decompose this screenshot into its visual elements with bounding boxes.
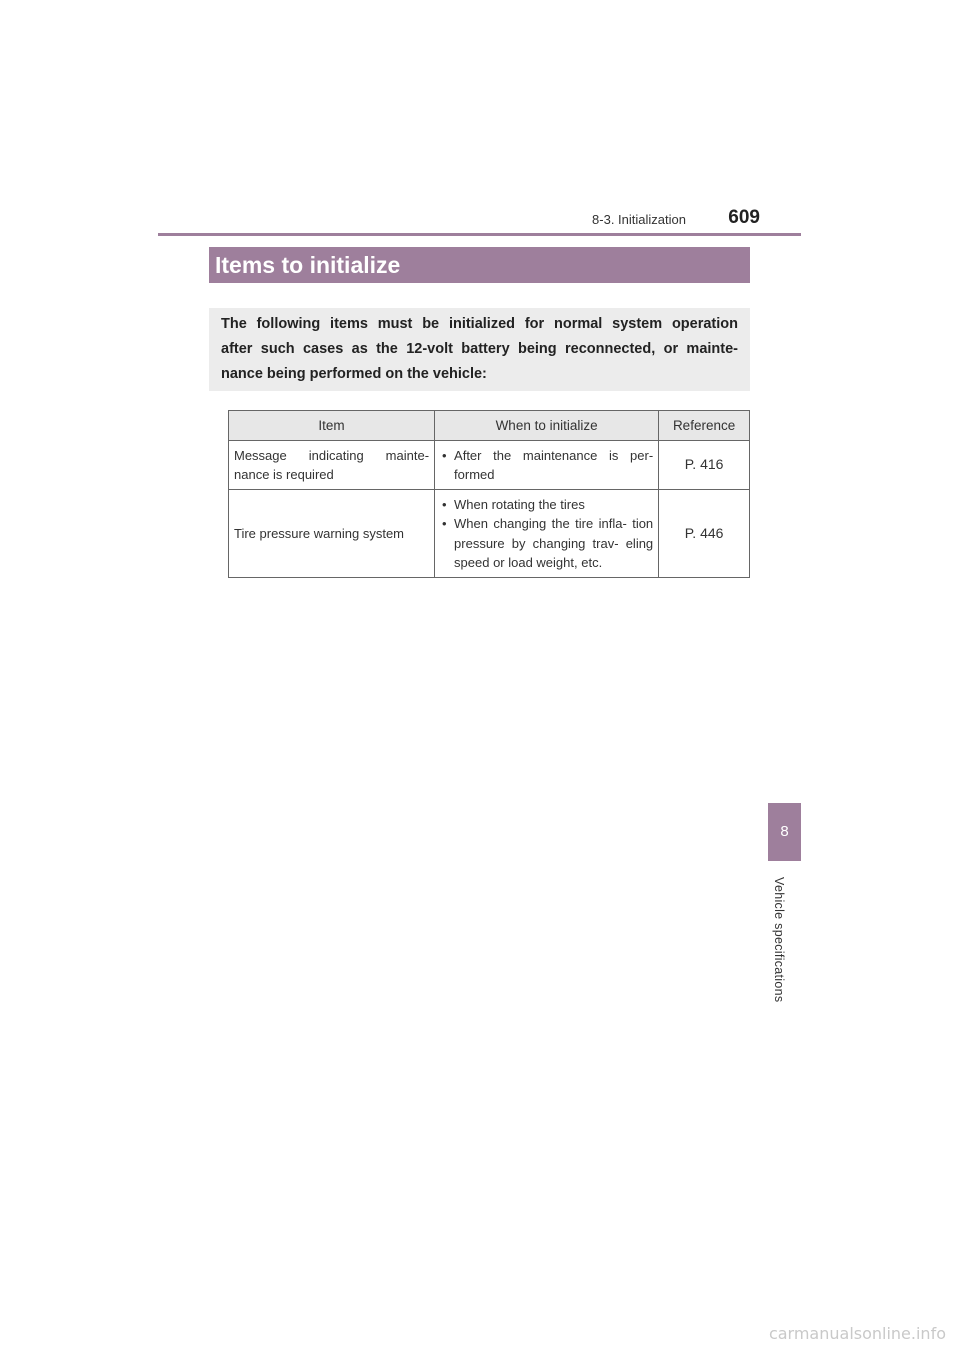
row-item <box>229 441 435 490</box>
section-name: 8-3. Initialization <box>592 212 686 227</box>
row-reference: P. 416 <box>659 441 750 490</box>
row-item: Tire pressure warning system <box>229 490 435 578</box>
when-list <box>440 446 653 485</box>
header-reference: Reference <box>659 411 750 441</box>
list-item: • After the maintenance is per- formed <box>440 446 653 485</box>
table-header-row <box>229 411 750 441</box>
table-row <box>229 490 750 578</box>
header-rule <box>158 233 801 236</box>
header-when: When to initialize <box>435 411 659 441</box>
section-title: Items to initialize <box>209 247 750 283</box>
list-item: • When rotating the tires <box>440 495 653 515</box>
row-reference: P. 446 <box>659 490 750 578</box>
item-line: nance is required <box>234 467 334 482</box>
item-line: Message indicating mainte- <box>234 447 430 463</box>
header-item: Item <box>229 411 435 441</box>
page-number: 609 <box>728 207 760 228</box>
when-list <box>440 495 653 573</box>
table-row <box>229 441 750 490</box>
list-item: • When changing the tire infla- tion pressure by changing trav- eling speed or load weight, etc. <box>440 514 653 573</box>
chapter-label: Vehicle specifications <box>772 877 786 1003</box>
intro-line-2: after such cases as the 12-volt battery being reconnected, or mainte- <box>221 341 738 357</box>
watermark: carmanualsonline.info <box>768 1324 946 1343</box>
initialization-table <box>228 410 750 578</box>
intro-line-1: The following items must be initialized for normal system operation <box>221 316 738 332</box>
intro-box <box>209 308 750 391</box>
intro-line-3: nance being performed on the vehicle: <box>221 366 487 382</box>
row-when <box>435 490 659 578</box>
row-when <box>435 441 659 490</box>
running-header <box>560 207 760 231</box>
chapter-tab: 8 <box>768 803 801 861</box>
